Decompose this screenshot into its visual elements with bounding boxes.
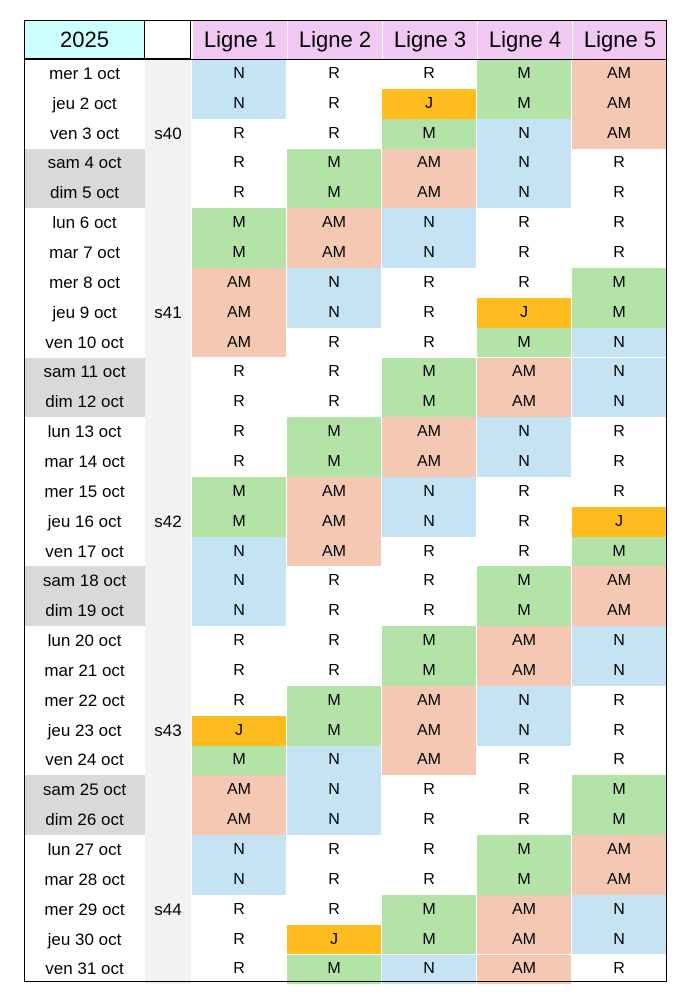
shift-cell-ligne-5[interactable]: R: [572, 686, 666, 716]
shift-cell-ligne-3[interactable]: R: [382, 328, 476, 358]
line-header-5[interactable]: Ligne 5: [573, 20, 667, 59]
date-cell[interactable]: sam 18 oct: [24, 566, 145, 596]
shift-cell-ligne-1[interactable]: R: [192, 925, 286, 955]
shift-cell-ligne-5[interactable]: AM: [572, 865, 666, 895]
shift-cell-ligne-1[interactable]: R: [192, 149, 286, 179]
shift-cell-ligne-5[interactable]: R: [572, 477, 666, 507]
date-cell[interactable]: jeu 23 oct: [24, 716, 145, 746]
date-cell[interactable]: ven 31 oct: [24, 955, 145, 985]
shift-cell-ligne-2[interactable]: M: [287, 178, 381, 208]
shift-cell-ligne-1[interactable]: AM: [192, 328, 286, 358]
shift-cell-ligne-1[interactable]: J: [192, 716, 286, 746]
shift-cell-ligne-3[interactable]: R: [382, 805, 476, 835]
date-cell[interactable]: mer 1 oct: [24, 59, 145, 89]
shift-cell-ligne-4[interactable]: N: [477, 686, 571, 716]
date-cell[interactable]: mar 28 oct: [24, 865, 145, 895]
line-header-2[interactable]: Ligne 2: [288, 20, 382, 59]
line-header-1[interactable]: Ligne 1: [193, 20, 287, 59]
date-cell[interactable]: sam 4 oct: [24, 149, 145, 179]
shift-cell-ligne-5[interactable]: N: [572, 358, 666, 388]
date-cell[interactable]: mar 7 oct: [24, 238, 145, 268]
shift-cell-ligne-5[interactable]: R: [572, 716, 666, 746]
shift-cell-ligne-2[interactable]: N: [287, 298, 381, 328]
shift-cell-ligne-2[interactable]: R: [287, 59, 381, 89]
shift-cell-ligne-4[interactable]: AM: [477, 925, 571, 955]
date-cell[interactable]: lun 20 oct: [24, 626, 145, 656]
shift-cell-ligne-2[interactable]: R: [287, 835, 381, 865]
shift-cell-ligne-5[interactable]: R: [572, 955, 666, 985]
shift-cell-ligne-4[interactable]: AM: [477, 955, 571, 985]
date-cell[interactable]: mer 15 oct: [24, 477, 145, 507]
shift-cell-ligne-5[interactable]: R: [572, 746, 666, 776]
shift-cell-ligne-5[interactable]: R: [572, 149, 666, 179]
shift-cell-ligne-3[interactable]: M: [382, 925, 476, 955]
shift-cell-ligne-4[interactable]: M: [477, 865, 571, 895]
shift-cell-ligne-5[interactable]: M: [572, 775, 666, 805]
shift-cell-ligne-4[interactable]: M: [477, 835, 571, 865]
shift-cell-ligne-4[interactable]: M: [477, 596, 571, 626]
shift-cell-ligne-3[interactable]: AM: [382, 417, 476, 447]
year-header-cell[interactable]: 2025: [24, 20, 145, 59]
shift-cell-ligne-3[interactable]: AM: [382, 686, 476, 716]
shift-cell-ligne-2[interactable]: AM: [287, 507, 381, 537]
shift-cell-ligne-2[interactable]: R: [287, 656, 381, 686]
shift-cell-ligne-5[interactable]: M: [572, 268, 666, 298]
shift-cell-ligne-4[interactable]: N: [477, 417, 571, 447]
shift-cell-ligne-2[interactable]: R: [287, 387, 381, 417]
shift-cell-ligne-4[interactable]: R: [477, 507, 571, 537]
shift-cell-ligne-1[interactable]: N: [192, 537, 286, 567]
shift-cell-ligne-1[interactable]: R: [192, 656, 286, 686]
shift-cell-ligne-2[interactable]: R: [287, 328, 381, 358]
shift-cell-ligne-4[interactable]: AM: [477, 358, 571, 388]
shift-cell-ligne-2[interactable]: AM: [287, 477, 381, 507]
shift-cell-ligne-1[interactable]: M: [192, 208, 286, 238]
shift-cell-ligne-3[interactable]: N: [382, 238, 476, 268]
shift-cell-ligne-2[interactable]: AM: [287, 208, 381, 238]
shift-cell-ligne-1[interactable]: N: [192, 596, 286, 626]
week-number-cell[interactable]: s41: [145, 208, 191, 417]
shift-cell-ligne-4[interactable]: AM: [477, 895, 571, 925]
shift-cell-ligne-1[interactable]: R: [192, 178, 286, 208]
shift-cell-ligne-3[interactable]: R: [382, 566, 476, 596]
shift-cell-ligne-4[interactable]: R: [477, 775, 571, 805]
line-header-4[interactable]: Ligne 4: [478, 20, 572, 59]
shift-cell-ligne-3[interactable]: R: [382, 596, 476, 626]
shift-cell-ligne-2[interactable]: R: [287, 626, 381, 656]
date-cell[interactable]: jeu 2 oct: [24, 89, 145, 119]
date-cell[interactable]: lun 6 oct: [24, 208, 145, 238]
shift-cell-ligne-2[interactable]: M: [287, 686, 381, 716]
shift-cell-ligne-3[interactable]: N: [382, 955, 476, 985]
shift-cell-ligne-2[interactable]: R: [287, 596, 381, 626]
date-cell[interactable]: dim 19 oct: [24, 596, 145, 626]
shift-cell-ligne-4[interactable]: AM: [477, 626, 571, 656]
week-number-cell[interactable]: s40: [145, 59, 191, 208]
shift-cell-ligne-5[interactable]: R: [572, 178, 666, 208]
shift-cell-ligne-5[interactable]: R: [572, 417, 666, 447]
shift-cell-ligne-3[interactable]: N: [382, 208, 476, 238]
shift-cell-ligne-3[interactable]: R: [382, 59, 476, 89]
shift-cell-ligne-5[interactable]: AM: [572, 119, 666, 149]
shift-cell-ligne-5[interactable]: N: [572, 895, 666, 925]
shift-cell-ligne-5[interactable]: M: [572, 537, 666, 567]
shift-cell-ligne-5[interactable]: R: [572, 208, 666, 238]
shift-cell-ligne-4[interactable]: N: [477, 447, 571, 477]
shift-cell-ligne-3[interactable]: M: [382, 358, 476, 388]
date-cell[interactable]: ven 24 oct: [24, 746, 145, 776]
shift-cell-ligne-4[interactable]: R: [477, 537, 571, 567]
date-cell[interactable]: lun 27 oct: [24, 835, 145, 865]
shift-cell-ligne-4[interactable]: N: [477, 178, 571, 208]
line-header-3[interactable]: Ligne 3: [383, 20, 477, 59]
shift-cell-ligne-3[interactable]: R: [382, 835, 476, 865]
shift-cell-ligne-4[interactable]: R: [477, 268, 571, 298]
shift-cell-ligne-4[interactable]: R: [477, 238, 571, 268]
shift-cell-ligne-2[interactable]: R: [287, 358, 381, 388]
shift-cell-ligne-1[interactable]: R: [192, 358, 286, 388]
shift-cell-ligne-3[interactable]: M: [382, 387, 476, 417]
shift-cell-ligne-1[interactable]: AM: [192, 298, 286, 328]
shift-cell-ligne-2[interactable]: N: [287, 805, 381, 835]
shift-cell-ligne-4[interactable]: M: [477, 89, 571, 119]
shift-cell-ligne-5[interactable]: N: [572, 328, 666, 358]
date-cell[interactable]: dim 26 oct: [24, 805, 145, 835]
shift-cell-ligne-3[interactable]: AM: [382, 746, 476, 776]
date-cell[interactable]: mer 8 oct: [24, 268, 145, 298]
shift-cell-ligne-1[interactable]: R: [192, 387, 286, 417]
shift-cell-ligne-2[interactable]: M: [287, 955, 381, 985]
shift-cell-ligne-1[interactable]: M: [192, 238, 286, 268]
date-cell[interactable]: dim 5 oct: [24, 178, 145, 208]
shift-cell-ligne-5[interactable]: AM: [572, 566, 666, 596]
shift-cell-ligne-2[interactable]: R: [287, 89, 381, 119]
shift-cell-ligne-4[interactable]: N: [477, 716, 571, 746]
shift-cell-ligne-5[interactable]: AM: [572, 89, 666, 119]
date-cell[interactable]: sam 11 oct: [24, 358, 145, 388]
shift-cell-ligne-4[interactable]: R: [477, 208, 571, 238]
shift-cell-ligne-1[interactable]: AM: [192, 805, 286, 835]
date-cell[interactable]: ven 3 oct: [24, 119, 145, 149]
shift-cell-ligne-5[interactable]: AM: [572, 596, 666, 626]
week-number-cell[interactable]: s42: [145, 417, 191, 626]
date-cell[interactable]: ven 17 oct: [24, 537, 145, 567]
shift-cell-ligne-3[interactable]: M: [382, 656, 476, 686]
date-cell[interactable]: lun 13 oct: [24, 417, 145, 447]
shift-cell-ligne-5[interactable]: N: [572, 626, 666, 656]
shift-cell-ligne-1[interactable]: N: [192, 566, 286, 596]
shift-cell-ligne-4[interactable]: N: [477, 149, 571, 179]
shift-cell-ligne-3[interactable]: J: [382, 89, 476, 119]
shift-cell-ligne-2[interactable]: R: [287, 119, 381, 149]
shift-cell-ligne-4[interactable]: M: [477, 328, 571, 358]
shift-cell-ligne-5[interactable]: M: [572, 805, 666, 835]
shift-cell-ligne-3[interactable]: N: [382, 507, 476, 537]
shift-cell-ligne-1[interactable]: M: [192, 507, 286, 537]
shift-cell-ligne-3[interactable]: R: [382, 865, 476, 895]
shift-cell-ligne-3[interactable]: M: [382, 626, 476, 656]
shift-cell-ligne-2[interactable]: R: [287, 865, 381, 895]
shift-cell-ligne-5[interactable]: AM: [572, 835, 666, 865]
shift-cell-ligne-1[interactable]: R: [192, 447, 286, 477]
shift-cell-ligne-5[interactable]: M: [572, 298, 666, 328]
shift-cell-ligne-4[interactable]: AM: [477, 387, 571, 417]
shift-cell-ligne-1[interactable]: N: [192, 865, 286, 895]
shift-cell-ligne-4[interactable]: R: [477, 746, 571, 776]
shift-cell-ligne-2[interactable]: M: [287, 716, 381, 746]
shift-cell-ligne-2[interactable]: AM: [287, 238, 381, 268]
shift-cell-ligne-5[interactable]: J: [572, 507, 666, 537]
date-cell[interactable]: mer 22 oct: [24, 686, 145, 716]
date-cell[interactable]: jeu 9 oct: [24, 298, 145, 328]
shift-cell-ligne-4[interactable]: AM: [477, 656, 571, 686]
shift-cell-ligne-3[interactable]: R: [382, 298, 476, 328]
shift-cell-ligne-3[interactable]: AM: [382, 178, 476, 208]
shift-cell-ligne-1[interactable]: R: [192, 626, 286, 656]
date-cell[interactable]: sam 25 oct: [24, 775, 145, 805]
shift-cell-ligne-1[interactable]: R: [192, 119, 286, 149]
shift-cell-ligne-5[interactable]: N: [572, 656, 666, 686]
shift-cell-ligne-3[interactable]: R: [382, 775, 476, 805]
shift-cell-ligne-3[interactable]: AM: [382, 149, 476, 179]
shift-cell-ligne-2[interactable]: N: [287, 746, 381, 776]
shift-cell-ligne-5[interactable]: R: [572, 447, 666, 477]
shift-cell-ligne-1[interactable]: N: [192, 59, 286, 89]
shift-cell-ligne-1[interactable]: M: [192, 477, 286, 507]
shift-cell-ligne-1[interactable]: AM: [192, 775, 286, 805]
shift-cell-ligne-1[interactable]: R: [192, 417, 286, 447]
shift-cell-ligne-4[interactable]: R: [477, 477, 571, 507]
shift-cell-ligne-5[interactable]: R: [572, 238, 666, 268]
week-number-cell[interactable]: s43: [145, 626, 191, 835]
shift-cell-ligne-1[interactable]: R: [192, 686, 286, 716]
shift-cell-ligne-4[interactable]: J: [477, 298, 571, 328]
shift-cell-ligne-2[interactable]: M: [287, 447, 381, 477]
shift-cell-ligne-2[interactable]: N: [287, 775, 381, 805]
shift-cell-ligne-3[interactable]: M: [382, 119, 476, 149]
date-cell[interactable]: ven 10 oct: [24, 328, 145, 358]
shift-cell-ligne-2[interactable]: N: [287, 268, 381, 298]
shift-cell-ligne-2[interactable]: AM: [287, 537, 381, 567]
shift-cell-ligne-2[interactable]: M: [287, 417, 381, 447]
shift-cell-ligne-3[interactable]: R: [382, 268, 476, 298]
shift-cell-ligne-3[interactable]: M: [382, 895, 476, 925]
shift-cell-ligne-1[interactable]: R: [192, 955, 286, 985]
date-cell[interactable]: dim 12 oct: [24, 387, 145, 417]
shift-cell-ligne-2[interactable]: M: [287, 149, 381, 179]
shift-cell-ligne-1[interactable]: N: [192, 89, 286, 119]
shift-cell-ligne-4[interactable]: M: [477, 59, 571, 89]
shift-cell-ligne-3[interactable]: AM: [382, 716, 476, 746]
shift-cell-ligne-4[interactable]: N: [477, 119, 571, 149]
date-cell[interactable]: mar 21 oct: [24, 656, 145, 686]
shift-cell-ligne-3[interactable]: AM: [382, 447, 476, 477]
week-number-cell[interactable]: s44: [145, 835, 191, 984]
shift-cell-ligne-1[interactable]: AM: [192, 268, 286, 298]
date-cell[interactable]: mar 14 oct: [24, 447, 145, 477]
shift-cell-ligne-3[interactable]: R: [382, 537, 476, 567]
blank-header-cell[interactable]: [145, 20, 191, 59]
shift-cell-ligne-5[interactable]: N: [572, 925, 666, 955]
shift-cell-ligne-5[interactable]: N: [572, 387, 666, 417]
shift-cell-ligne-4[interactable]: R: [477, 805, 571, 835]
shift-cell-ligne-1[interactable]: M: [192, 746, 286, 776]
date-cell[interactable]: jeu 30 oct: [24, 925, 145, 955]
shift-cell-ligne-5[interactable]: AM: [572, 59, 666, 89]
shift-cell-ligne-3[interactable]: N: [382, 477, 476, 507]
shift-cell-ligne-2[interactable]: R: [287, 895, 381, 925]
shift-cell-ligne-2[interactable]: R: [287, 566, 381, 596]
date-cell[interactable]: jeu 16 oct: [24, 507, 145, 537]
date-cell[interactable]: mer 29 oct: [24, 895, 145, 925]
shift-cell-ligne-4[interactable]: M: [477, 566, 571, 596]
shift-cell-ligne-2[interactable]: J: [287, 925, 381, 955]
shift-cell-ligne-1[interactable]: N: [192, 835, 286, 865]
shift-cell-ligne-1[interactable]: R: [192, 895, 286, 925]
